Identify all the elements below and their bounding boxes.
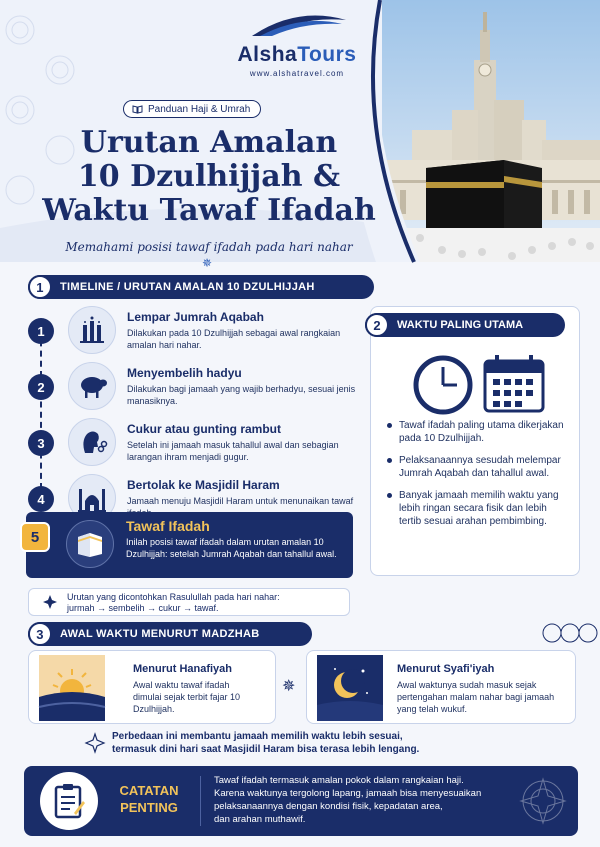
section-1-number: 1 bbox=[28, 275, 52, 299]
catatan-line-4: dan arahan muthawif. bbox=[214, 814, 306, 825]
hanafiyah-card bbox=[28, 650, 276, 724]
catatan-line-2: Karena waktunya tergolong lapang, jamaah bisa menyesuaikan bbox=[214, 788, 482, 799]
jumrah-pillars-icon bbox=[68, 306, 116, 354]
brand-logo bbox=[232, 12, 362, 78]
divider bbox=[200, 776, 201, 826]
hanafiyah-title: Menurut Hanafiyah bbox=[133, 663, 233, 675]
book-icon bbox=[132, 105, 143, 114]
guide-pill bbox=[123, 100, 261, 118]
catatan-label-2: PENTING bbox=[120, 800, 178, 815]
step-5-number: 5 bbox=[20, 522, 50, 552]
title-line-1: Urutan Amalan bbox=[80, 125, 338, 160]
step-title: Cukur atau gunting rambut bbox=[127, 422, 281, 436]
step-number: 3 bbox=[28, 430, 54, 456]
step-title: Bertolak ke Masjidil Haram bbox=[127, 478, 280, 492]
madzhab-note-line-1: Perbedaan ini membantu jamaah memilih waktu lebih sesuai, bbox=[112, 731, 403, 742]
brand-name-a: Alsha bbox=[237, 43, 298, 66]
ornament-icon: ✵ bbox=[202, 256, 213, 270]
section-3-number: 3 bbox=[28, 622, 52, 646]
brand-url: www.alshatravel.com bbox=[249, 69, 345, 78]
waktu-point: Pelaksanaannya sesudah melempar Jumrah Aqabah dan tahallul awal. bbox=[385, 454, 571, 480]
step-title: Lempar Jumrah Aqabah bbox=[127, 310, 264, 324]
section-2-label: WAKTU PALING UTAMA bbox=[397, 319, 524, 331]
page-title bbox=[34, 126, 384, 228]
timeline-step-5 bbox=[26, 512, 353, 578]
catatan-label bbox=[116, 782, 182, 816]
timeline-step-1 bbox=[28, 306, 358, 356]
crescent-moon-icon bbox=[317, 655, 383, 721]
waktu-utama-panel bbox=[370, 306, 580, 576]
kaaba-icon bbox=[66, 520, 114, 568]
sunrise-icon bbox=[39, 655, 105, 721]
syafiiyah-desc: Awal waktunya sudah masuk sejak pertengahan malam nahar bagi jamaah yang telah wukuf. bbox=[397, 680, 555, 714]
catatan-line-3: pelaksanaannya dengan kondisi fisik, kepadatan area, bbox=[214, 801, 443, 812]
catatan-penting bbox=[24, 766, 578, 836]
subtitle: Memahami posisi tawaf ifadah pada hari nahar bbox=[65, 240, 353, 254]
clipboard-icon bbox=[40, 772, 98, 830]
title-line-3: Waktu Tawaf Ifadah bbox=[42, 193, 376, 228]
title-line-2: 10 Dzulhijjah & bbox=[77, 159, 341, 194]
sunnah-line-2: jurmah → sembelih → cukur → tawaf. bbox=[67, 603, 219, 613]
ornament-icon: ✵ bbox=[282, 678, 296, 695]
step-desc: Setelah ini jamaah masuk tahallul awal dan sebagian larangan ihram menjadi gugur. bbox=[127, 440, 339, 462]
pattern-icon bbox=[540, 620, 590, 646]
timeline-step-3 bbox=[28, 418, 358, 468]
catatan-line-1: Tawaf ifadah termasuk amalan pokok dalam rangkaian haji. bbox=[214, 775, 464, 786]
brand-name-b: Tours bbox=[297, 43, 357, 66]
section-3-header bbox=[28, 622, 312, 646]
pattern-icon bbox=[518, 774, 568, 828]
step-5-title: Tawaf Ifadah bbox=[126, 518, 210, 534]
header bbox=[0, 0, 600, 270]
section-2-number: 2 bbox=[365, 313, 389, 337]
step-desc: Jamaah menuju Masjidil Haram untuk menunaikan tawaf bbox=[127, 496, 354, 506]
waktu-points bbox=[385, 419, 571, 537]
step-number: 1 bbox=[28, 318, 54, 344]
step-desc: Dilakukan pada 10 Dzulhijjah sebagai awal rangkaian amalan hari nahar. bbox=[127, 328, 341, 350]
sunnah-note bbox=[28, 588, 350, 616]
sunnah-line-1: Urutan yang dicontohkan Rasulullah pada hari nahar: bbox=[67, 592, 280, 602]
ornament-icon bbox=[86, 734, 104, 752]
timeline-step-2 bbox=[28, 362, 358, 412]
syafiiyah-title: Menurut Syafi'iyah bbox=[397, 663, 495, 675]
step-5-desc: Inilah posisi tawaf ifadah dalam urutan amalan 10 Dzulhijjah: setelah Jumrah Aqabah dan tahallul awal. bbox=[126, 537, 337, 559]
pill-label: Panduan Haji & Umrah bbox=[148, 103, 251, 115]
step-number: 4 bbox=[28, 486, 54, 512]
section-3-label: AWAL WAKTU MENURUT MADZHAB bbox=[60, 628, 260, 640]
step-number: 2 bbox=[28, 374, 54, 400]
catatan-text bbox=[214, 774, 514, 826]
syafiiyah-card bbox=[306, 650, 576, 724]
scissors-head-icon bbox=[68, 418, 116, 466]
madzhab-note bbox=[112, 730, 572, 756]
waktu-point: Tawaf ifadah paling utama dikerjakan pada 10 Dzulhijjah. bbox=[385, 419, 571, 445]
waktu-point: Banyak jamaah memilih waktu yang lebih ringan secara fisik dan lebih tertib sesuai arahan pembimbing. bbox=[385, 489, 571, 528]
catatan-label-1: CATATAN bbox=[119, 783, 179, 798]
hanafiyah-desc: Awal waktu tawaf ifadah dimulai sejak terbit fajar 10 Dzulhijjah. bbox=[133, 680, 241, 714]
step-desc: Dilakukan bagi jamaah yang wajib berhadyu, sesuai jenis manasiknya. bbox=[127, 384, 356, 406]
ornament-icon bbox=[43, 595, 57, 612]
clock-calendar-illustration bbox=[393, 349, 561, 419]
step-title: Menyembelih hadyu bbox=[127, 366, 242, 380]
section-1-label: TIMELINE / URUTAN AMALAN 10 DZULHIJJAH bbox=[60, 281, 315, 293]
section-1-header bbox=[28, 275, 374, 299]
madzhab-note-line-2: termasuk dini hari saat Masjidil Haram bisa terasa lebih lengang. bbox=[112, 744, 420, 755]
section-2-header bbox=[365, 313, 565, 337]
sheep-icon bbox=[68, 362, 116, 410]
logo-swoosh-icon bbox=[242, 12, 352, 38]
